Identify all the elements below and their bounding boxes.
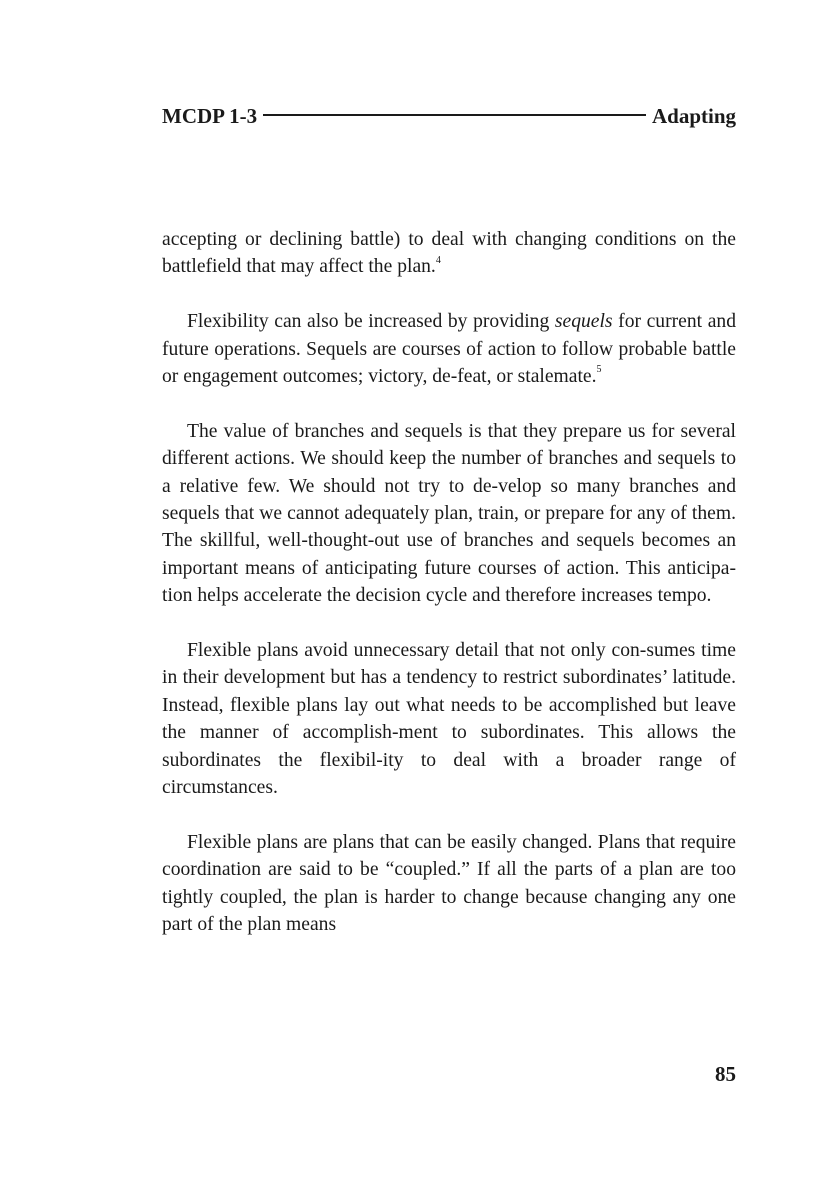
paragraph-text: Flexibility can also be increased by providing [187, 311, 555, 333]
footnote-ref: 5 [596, 364, 602, 376]
paragraph-coupled-plans [162, 829, 736, 939]
page-number: 85 [715, 1062, 736, 1086]
chapter-title: Adapting [651, 103, 736, 128]
paragraph-text: Flexible plans avoid unnecessary detail that not only con-sumes time in their development but has a tendency to restrict subordinates’ latitude. Instead, flexible plans lay out what needs to be accomplished but leave the manner of accomplish-ment to subordinates. This allows the subordinates the flexibil-ity to deal with a broader range of circumstances. [162, 640, 736, 799]
paragraph-text: for current and future operations. Sequels are courses of action to follow probable battle or engagement outcomes; victory, de-feat, or stalemate. [162, 311, 736, 388]
paragraph-continued [162, 226, 736, 281]
paragraph-sequels [162, 308, 736, 390]
publication-id: MCDP 1-3 [162, 103, 258, 128]
paragraph-flexible-detail [162, 637, 736, 801]
paragraph-text: Flexible plans are plans that can be easily changed. Plans that require coordination are said to be “coupled.” If all the parts of a plan are too tightly coupled, the plan is harder to change because changing any one part of the plan means [162, 831, 736, 936]
paragraph-branches-value [162, 418, 736, 610]
paragraph-text: The value of branches and sequels is that they prepare us for several different actions. We should keep the number of branches and sequels to a relative few. We should not try to de-velop so many branches and sequels that we cannot adequately plan, train, or prepare for any of them. The skillful, well-thought-out use of branches and sequels becomes an important means of anticipating future courses of action. This anticipa-tion helps accelerate the decision cycle and therefore increases tempo. [162, 420, 736, 607]
running-header [162, 100, 736, 132]
paragraph-text: accepting or declining battle) to deal with changing conditions on the battlefield that may affect the plan. [162, 229, 736, 278]
emphasis-term: sequels [554, 311, 613, 333]
header-rule [263, 114, 646, 116]
footnote-ref: 4 [435, 254, 441, 266]
body-text [162, 226, 736, 939]
